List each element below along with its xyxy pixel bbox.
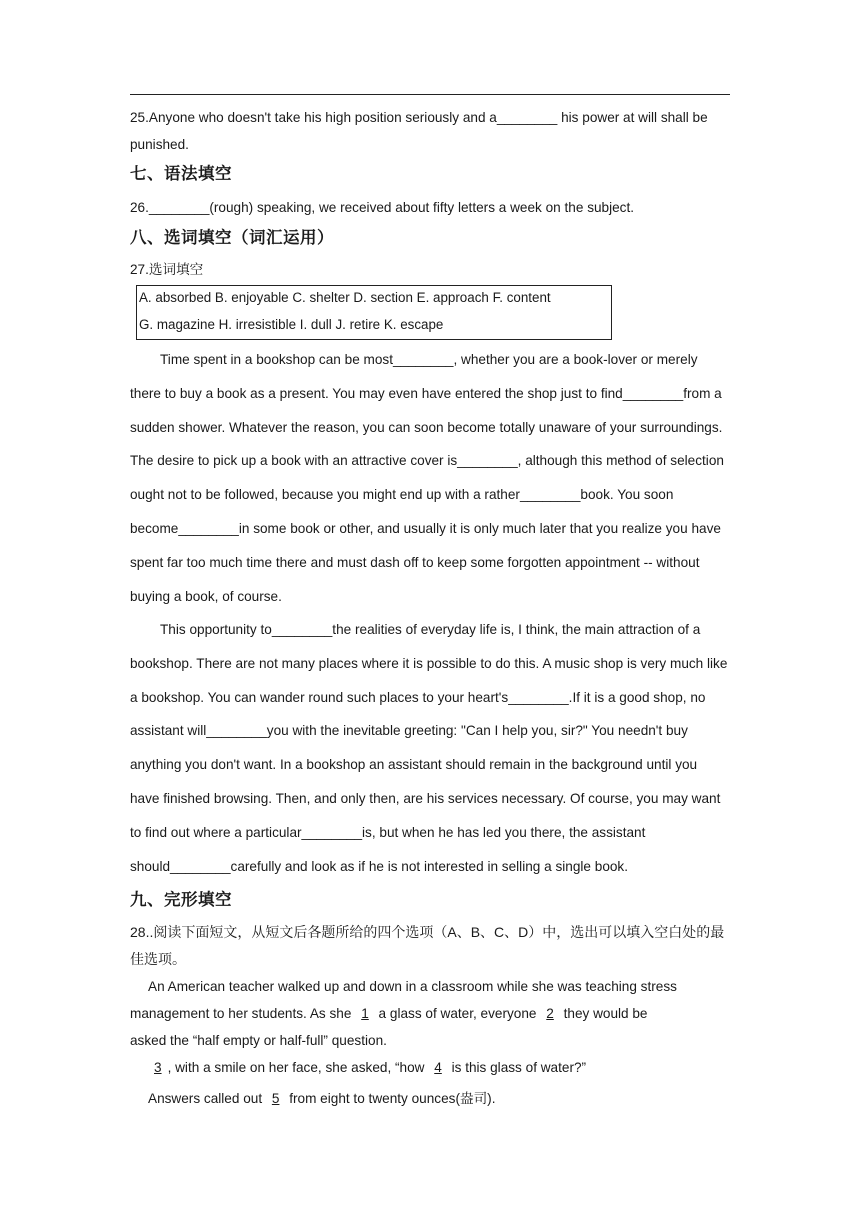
- cloze-line-1: An American teacher walked up and down in a classroom while she was teaching stress: [148, 979, 677, 994]
- section-8-heading: 八、选词填空（词汇运用）: [130, 229, 334, 247]
- section-9-heading: 九、完形填空: [130, 891, 232, 909]
- cloze-line-4: [148, 1060, 586, 1075]
- cloze-text: Answers called out: [148, 1091, 263, 1106]
- question-25: 25.Anyone who doesn't take his high position seriously and a________ his power at will shall be punished.: [130, 110, 708, 152]
- question-27-label: 27.选词填空: [130, 262, 204, 277]
- word-bank-box: [136, 285, 612, 340]
- question-28-instruction: 28..阅读下面短文，从短文后各题所给的四个选项（A、B、C、D）中，选出可以填入空白处的最佳选项。: [130, 924, 725, 967]
- cloze-text: management to her students. As she: [130, 1006, 352, 1021]
- section-7-heading: 七、语法填空: [130, 165, 232, 183]
- question-26: 26.________(rough) speaking, we received about fifty letters a week on the subject.: [130, 200, 635, 215]
- cloze-text: they would be: [563, 1006, 648, 1021]
- cloze-text: , with a smile on her face, she asked, “how: [167, 1060, 425, 1075]
- word-bank-line-1: A. absorbed B. enjoyable C. shelter D. section E. approach F. content: [139, 290, 551, 305]
- cloze-text: from eight to twenty ounces(盎司).: [289, 1091, 496, 1106]
- blank-4: 4: [434, 1060, 442, 1075]
- blank-3: 3: [154, 1060, 162, 1075]
- passage-paragraph-1: Time spent in a bookshop can be most________, whether you are a book-lover or merely there to buy a book as a present. You may even have entered the shop just to find________from a sudden shower. Whatever the reason, you can soon become totally unaware of your surroundings. The desire to pick up a book with an attractive cover is________, although this method of selection ought not to be followed, because you might end up with a rather________book. You soon become________in some book or other, and usually it is only much later that you realize you have spent far too much time there and must dash off to keep some forgotten appointment -- without buying a book, of course.: [130, 352, 724, 604]
- cloze-line-5: [148, 1087, 495, 1107]
- blank-2: 2: [546, 1006, 554, 1021]
- passage-paragraph-2: This opportunity to________the realities of everyday life is, I think, the main attraction of a bookshop. There are not many places where it is possible to do this. A music shop is very much like a bookshop. You can wander round such places to your heart's________.If it is a good shop, no assistant will________you with the inevitable greeting: "Can I help you, sir?" You needn't buy anything you don't want. In a bookshop an assistant should remain in the background until you have finished browsing. Then, and only then, are his services necessary. Of course, you may want to find out where a particular________is, but when he has led you there, the assistant should________carefully and look as if he is not interested in selling a single book.: [130, 622, 728, 874]
- cloze-text: is this glass of water?”: [451, 1060, 587, 1075]
- cloze-text: a glass of water, everyone: [378, 1006, 537, 1021]
- header-rule: [130, 94, 730, 95]
- word-bank-line-2: G. magazine H. irresistible I. dull J. retire K. escape: [139, 317, 444, 332]
- blank-5: 5: [271, 1091, 280, 1106]
- cloze-line-2: [130, 1000, 730, 1027]
- cloze-line-3: asked the “half empty or half-full” question.: [130, 1033, 387, 1048]
- blank-1: 1: [361, 1006, 369, 1021]
